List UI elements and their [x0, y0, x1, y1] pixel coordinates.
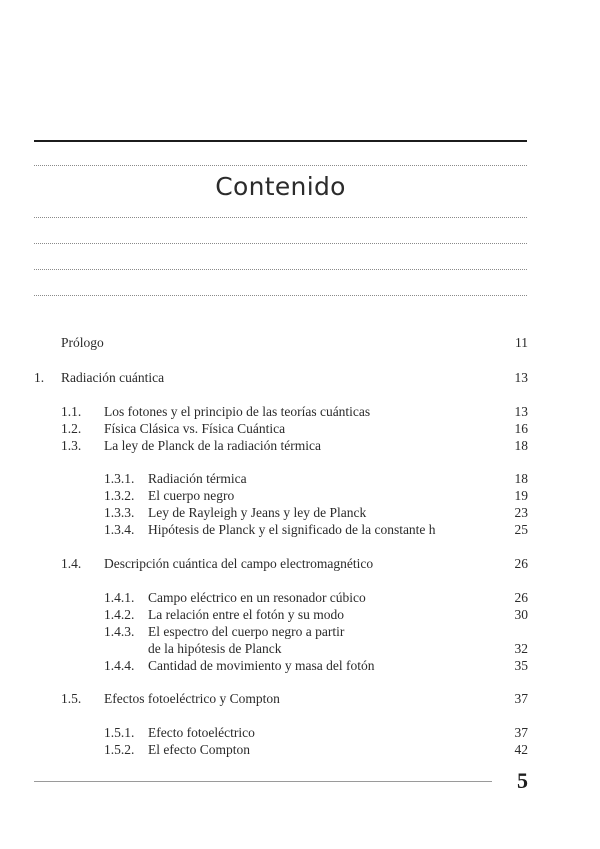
footer-rule	[34, 781, 492, 782]
toc-entry-text: Efecto fotoeléctrico	[148, 725, 255, 740]
toc-entry-1-4-3-continued[interactable]	[0, 640, 600, 657]
toc-entry-page: 23	[514, 505, 528, 520]
toc-entry-text: Campo eléctrico en un resonador cúbico	[148, 590, 366, 605]
toc-entry-text: Física Clásica vs. Física Cuántica	[104, 421, 286, 436]
header-thick-rule	[34, 140, 527, 142]
toc-entry-page: 42	[514, 742, 528, 757]
toc-entry-1-1[interactable]	[0, 403, 600, 420]
toc-entry-text: Ley de Rayleigh y Jeans y ley de Planck	[148, 505, 367, 520]
toc-entry-text: Descripción cuántica del campo electromagnético	[104, 556, 374, 571]
toc-entry-page: 18	[514, 471, 528, 486]
toc-entry-page: 11	[515, 335, 528, 350]
page-title: Contenido	[215, 172, 346, 201]
toc-entry-number: 1.4.3.	[104, 624, 135, 639]
toc-entry-number: 1.3.4.	[104, 522, 135, 537]
toc-entry-page: 35	[514, 658, 528, 673]
toc-entry-text: Hipótesis de Planck y el significado de la constante h	[148, 522, 436, 537]
toc-entry-page: 19	[514, 488, 528, 503]
toc-entry-number: 1.1.	[61, 404, 82, 419]
toc-entry-1-4[interactable]	[0, 555, 600, 572]
toc-entry-1-4-2[interactable]	[0, 606, 600, 623]
dotted-rule	[34, 243, 527, 244]
toc-entry-text: Radiación térmica	[148, 471, 247, 486]
toc-entry-number: 1.5.2.	[104, 742, 135, 757]
toc-entry-1-5[interactable]	[0, 690, 600, 707]
toc-entry-page: 13	[514, 404, 528, 419]
toc-entry-1[interactable]	[0, 369, 600, 386]
toc-entry-page: 37	[514, 691, 528, 706]
toc-entry-number: 1.3.3.	[104, 505, 135, 520]
toc-entry-prologo[interactable]	[0, 334, 600, 351]
toc-entry-1-3-3[interactable]	[0, 504, 600, 521]
page-number: 5	[517, 768, 528, 793]
toc-entry-number: 1.2.	[61, 421, 82, 436]
toc-entry-text: Radiación cuántica	[61, 370, 165, 385]
toc-entry-page: 18	[514, 438, 528, 453]
toc-entry-number: 1.5.1.	[104, 725, 135, 740]
toc-entry-page: 13	[514, 370, 528, 385]
toc-entry-1-4-4[interactable]	[0, 657, 600, 674]
toc-entry-number: 1.4.1.	[104, 590, 135, 605]
toc-entry-text: Prólogo	[61, 335, 104, 350]
toc-entry-1-3-2[interactable]	[0, 487, 600, 504]
toc-entry-text: Efectos fotoeléctrico y Compton	[104, 691, 280, 706]
dotted-rule	[34, 269, 527, 270]
toc-entry-text: La relación entre el fotón y su modo	[148, 607, 345, 622]
toc-entry-page: 16	[514, 421, 528, 436]
toc-entry-number: 1.4.	[61, 556, 82, 571]
toc-entry-text: El cuerpo negro	[148, 488, 235, 503]
toc-entry-text: El efecto Compton	[148, 742, 250, 757]
toc-entry-page: 26	[514, 556, 528, 571]
toc-entry-number: 1.3.2.	[104, 488, 135, 503]
toc-entry-1-5-2[interactable]	[0, 741, 600, 758]
toc-entry-1-4-1[interactable]	[0, 589, 600, 606]
toc-entry-number: 1.4.2.	[104, 607, 135, 622]
toc-entry-1-2[interactable]	[0, 420, 600, 437]
toc-entry-page: 26	[514, 590, 528, 605]
toc-entry-text: La ley de Planck de la radiación térmica	[104, 438, 322, 453]
toc-entry-text: de la hipótesis de Planck	[148, 641, 282, 656]
toc-entry-number: 1.4.4.	[104, 658, 135, 673]
toc-entry-text: Los fotones y el principio de las teorías cuánticas	[104, 404, 371, 419]
toc-entry-1-4-3[interactable]	[0, 623, 600, 640]
toc-entry-page: 30	[514, 607, 528, 622]
toc-entry-text: El espectro del cuerpo negro a partir	[148, 624, 345, 639]
header-dotted-rule	[34, 165, 527, 166]
toc-entry-number: 1.5.	[61, 691, 82, 706]
toc-entry-1-3-4[interactable]	[0, 521, 600, 538]
toc-entry-page: 32	[514, 641, 528, 656]
toc-entry-1-3-1[interactable]	[0, 470, 600, 487]
toc-entry-page: 37	[514, 725, 528, 740]
dotted-rule	[34, 295, 527, 296]
dotted-rule	[34, 217, 527, 218]
toc-entry-1-5-1[interactable]	[0, 724, 600, 741]
toc-entry-number: 1.	[34, 370, 45, 385]
toc-entry-text: Cantidad de movimiento y masa del fotón	[148, 658, 375, 673]
toc-entry-1-3[interactable]	[0, 437, 600, 454]
toc-entry-number: 1.3.1.	[104, 471, 135, 486]
toc-entry-number: 1.3.	[61, 438, 82, 453]
toc-entry-page: 25	[514, 522, 528, 537]
